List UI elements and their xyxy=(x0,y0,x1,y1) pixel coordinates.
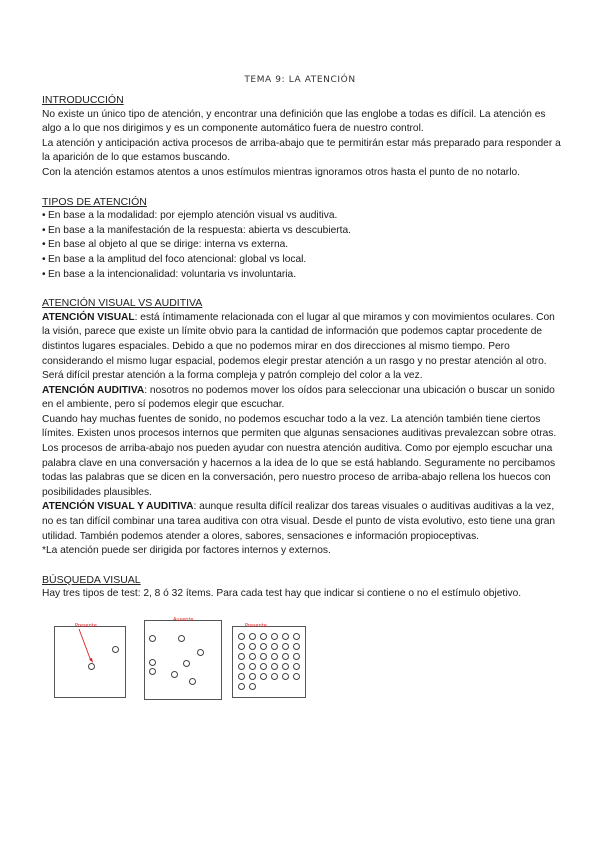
list-item: • En base a la modalidad: por ejemplo atención visual vs auditiva. xyxy=(42,210,338,222)
search-item xyxy=(260,643,267,650)
figure-label: Presente xyxy=(75,623,97,629)
search-item xyxy=(271,633,278,640)
search-item xyxy=(282,663,289,670)
search-item xyxy=(249,633,256,640)
search-item xyxy=(260,663,267,670)
search-item xyxy=(293,633,300,640)
intro-paragraph-1: No existe un único tipo de atención, y encontrar una definición que las englobe a todas es difícil. La atención es algo a lo que nos dirigimos y es un componente automático fuera de nuestro control. xyxy=(42,108,546,135)
arrow-icon xyxy=(55,627,125,697)
search-item xyxy=(271,653,278,660)
search-item xyxy=(88,663,95,670)
auditiva-limits-paragraph: Cuando hay muchas fuentes de sonido, no podemos escuchar todo a la vez. La atención también tiene ciertos límites. Existen unos procesos internos que permiten que algunas sensaciones auditivas prevalezcan sobre otras. xyxy=(42,413,557,440)
search-item xyxy=(171,671,178,678)
tipos-list xyxy=(42,209,562,282)
search-item xyxy=(238,633,245,640)
search-item xyxy=(149,659,156,666)
search-item xyxy=(293,663,300,670)
search-item xyxy=(271,663,278,670)
search-item xyxy=(260,633,267,640)
search-item xyxy=(149,635,156,642)
intro-heading: INTRODUCCIÓN xyxy=(42,94,124,106)
list-item: • En base a la manifestación de la respuesta: abierta vs descubierta. xyxy=(42,224,351,236)
search-item xyxy=(149,668,156,675)
search-item xyxy=(249,653,256,660)
tipos-heading: TIPOS DE ATENCIÓN xyxy=(42,195,147,208)
auditiva-topdown-paragraph: Los procesos de arriba-abajo nos pueden ayudar con nuestra atención auditiva. Como por ejemplo escuchar una palabra clave en una conversación y hacernos a la idea de lo que se está hablando. Seguramente no percibamos todas las palabras que se dicen en la conversación, pero nuestro proceso de arriba-abajo rellena los huecos con posibilidades plausibles. xyxy=(42,443,556,498)
search-item xyxy=(293,643,300,650)
list-item: • En base a la amplitud del foco atencional: global vs local. xyxy=(42,253,307,265)
search-item xyxy=(238,673,245,680)
search-item xyxy=(189,678,196,685)
page-title: TEMA 9: LA ATENCIÓN xyxy=(244,75,356,85)
search-item xyxy=(260,673,267,680)
auditiva-paragraph: ATENCIÓN AUDITIVA: nosotros no podemos mover los oídos para seleccionar una ubicación o buscar un sonido en el ambiente, pero sí podemos elegir que escuchar. xyxy=(42,384,555,411)
search-item xyxy=(238,683,245,690)
search-item xyxy=(293,673,300,680)
search-item xyxy=(249,683,256,690)
visual-auditiva-heading: ATENCIÓN VISUAL VS AUDITIVA xyxy=(42,297,203,310)
figure-label: Ausente xyxy=(173,617,194,623)
busqueda-heading: BÚSQUEDA VISUAL xyxy=(42,573,141,586)
search-item xyxy=(293,653,300,660)
note-paragraph: *La atención puede ser dirigida por factores internos y externos. xyxy=(42,545,331,557)
intro-paragraph-3: Con la atención estamos atentos a unos estímulos mientras ignoramos otros hasta el punto de no notarlo. xyxy=(42,166,520,178)
search-figure-2-items xyxy=(54,623,126,698)
search-figure-32-items xyxy=(232,623,306,698)
search-item xyxy=(282,653,289,660)
search-item xyxy=(238,653,245,660)
search-item xyxy=(238,643,245,650)
search-item xyxy=(249,663,256,670)
search-item xyxy=(271,643,278,650)
search-item xyxy=(183,660,190,667)
figure-label: Presente xyxy=(245,623,267,629)
search-item xyxy=(282,643,289,650)
busqueda-paragraph: Hay tres tipos de test: 2, 8 ó 32 ítems. Para cada test hay que indicar si contiene o no el estímulo objetivo. xyxy=(42,588,522,600)
search-item xyxy=(238,663,245,670)
search-item xyxy=(282,673,289,680)
search-item xyxy=(112,646,119,653)
document-body xyxy=(42,93,562,706)
search-item xyxy=(249,673,256,680)
search-item xyxy=(197,649,204,656)
visual-search-figures xyxy=(42,616,562,706)
visual-paragraph: ATENCIÓN VISUAL: está íntimamente relacionada con el lugar al que miramos y con movimientos oculares. Con la visión, parece que existe un límite obvio para la cantidad de información que podemos captar procedente de distintos lugares espaciales. Debido a que no podemos mirar en dos direcciones al mismo tiempo. Pero considerando el mismo lugar espacial, podemos elegir prestar atención a un rasgo y no prestar atención al otro. Será difícil prestar atención a la forma compleja y patrón complejo del color a la vez. xyxy=(42,311,555,382)
search-item xyxy=(249,643,256,650)
search-item xyxy=(271,673,278,680)
list-item: • En base al objeto al que se dirige: interna vs externa. xyxy=(42,239,289,251)
search-item xyxy=(260,653,267,660)
visual-auditiva-paragraph: ATENCIÓN VISUAL Y AUDITIVA: aunque resulta difícil realizar dos tareas visuales o auditivas auditivas a la vez, no es tan difícil combinar una tarea auditiva con otra visual. Desde el punto de vista evolutivo, esto tiene una gran utilidad. También podemos atender a olores, sabores, sensaciones e información propioceptivas. xyxy=(42,501,556,542)
search-item xyxy=(178,635,185,642)
list-item: • En base a la intencionalidad: voluntaria vs involuntaria. xyxy=(42,268,297,280)
search-item xyxy=(282,633,289,640)
intro-paragraph-2: La atención y anticipación activa procesos de arriba-abajo que te permitirán estar más preparado para responder a la aparición de lo que estamos buscando. xyxy=(42,137,561,164)
search-figure-8-items xyxy=(144,617,222,700)
